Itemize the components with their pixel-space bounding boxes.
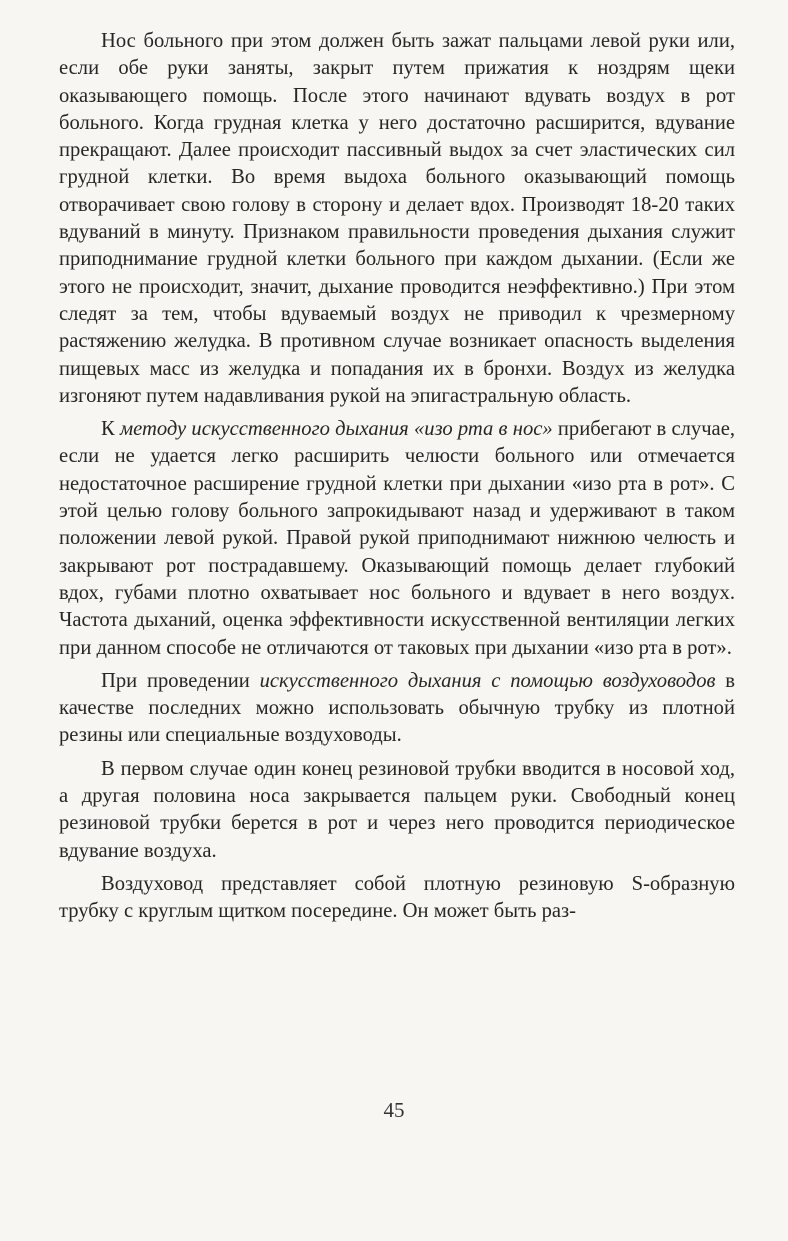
paragraph-4 <box>59 756 735 865</box>
paragraph-5 <box>59 871 735 926</box>
paragraph-2-term: методу искусственного дыхания «изо рта в нос» <box>119 418 553 441</box>
paragraph-3-term: искусственного дыхания с помощью воздуховодов <box>259 669 716 692</box>
paragraph-1 <box>59 28 735 410</box>
paragraph-5-text: Воздуховод представляет собой плотную резиновую S-образную трубку с круглым щитком посередине. Он может быть раз- <box>59 872 735 923</box>
paragraph-2-lead: К <box>101 418 120 441</box>
paragraph-2 <box>59 416 735 662</box>
paragraph-4-text: В первом случае один конец резиновой трубки вводится в носовой ход, а другая половина носа закрывается пальцем руки. Свободный конец резиновой трубки берется в рот и через него проводится периодическое вдувание воздуха. <box>59 757 735 862</box>
paragraph-2-text: прибегают в случае, если не удается легко расширить челюсти больного или отмечается недостаточное расширение грудной клетки при дыхании «изо рта в рот». С этой целью голову больного запрокидывают назад и удерживают в таком положении левой рукой. Правой рукой приподнимают нижнюю челюсть и закрывают рот пострадавшему. Оказывающий помощь делает глубокий вдох, губами плотно охватывает нос больного и вдувает в него воздух. Частота дыханий, оценка эффективности искусственной вентиляции легких при данном способе не отличаются от таковых при дыхании «изо рта в рот». <box>59 418 735 659</box>
paragraph-3-lead: При проведении <box>101 669 260 692</box>
paragraph-1-text: Нос больного при этом должен быть зажат пальцами левой руки или, если обе руки заняты, закрыт путем прижатия к ноздрям щеки оказывающего помощь. После этого начинают вдувать воздух в рот больного. Когда грудная клетка у него достаточно расширится, вдувание прекращают. Далее происходит пассивный выдох за счет эластических сил грудной клетки. Во время выдоха больного оказывающий помощь отворачивает свою голову в сторону и делает вдох. Производят 18-20 таких вдуваний в минуту. Признаком правильности проведения дыхания служит приподнимание грудной клетки больного при каждом дыхании. (Если же этого не происходит, значит, дыхание проводится неэффективно.) При этом следят за тем, чтобы вдуваемый воздух не приводил к чрезмерному растяжению желудка. В противном случае возникает опасность выделения пищевых масс из желудка и попадания их в бронхи. Воздух из желудка изгоняют путем надавливания рукой на эпигастральную область. <box>59 30 735 407</box>
paragraph-3-text: в качестве последних можно использовать обычную трубку из плотной резины или специальные воздуховоды. <box>59 669 735 747</box>
paragraph-3 <box>59 668 735 750</box>
body-text <box>59 28 735 932</box>
page-number: 45 <box>383 1098 405 1122</box>
